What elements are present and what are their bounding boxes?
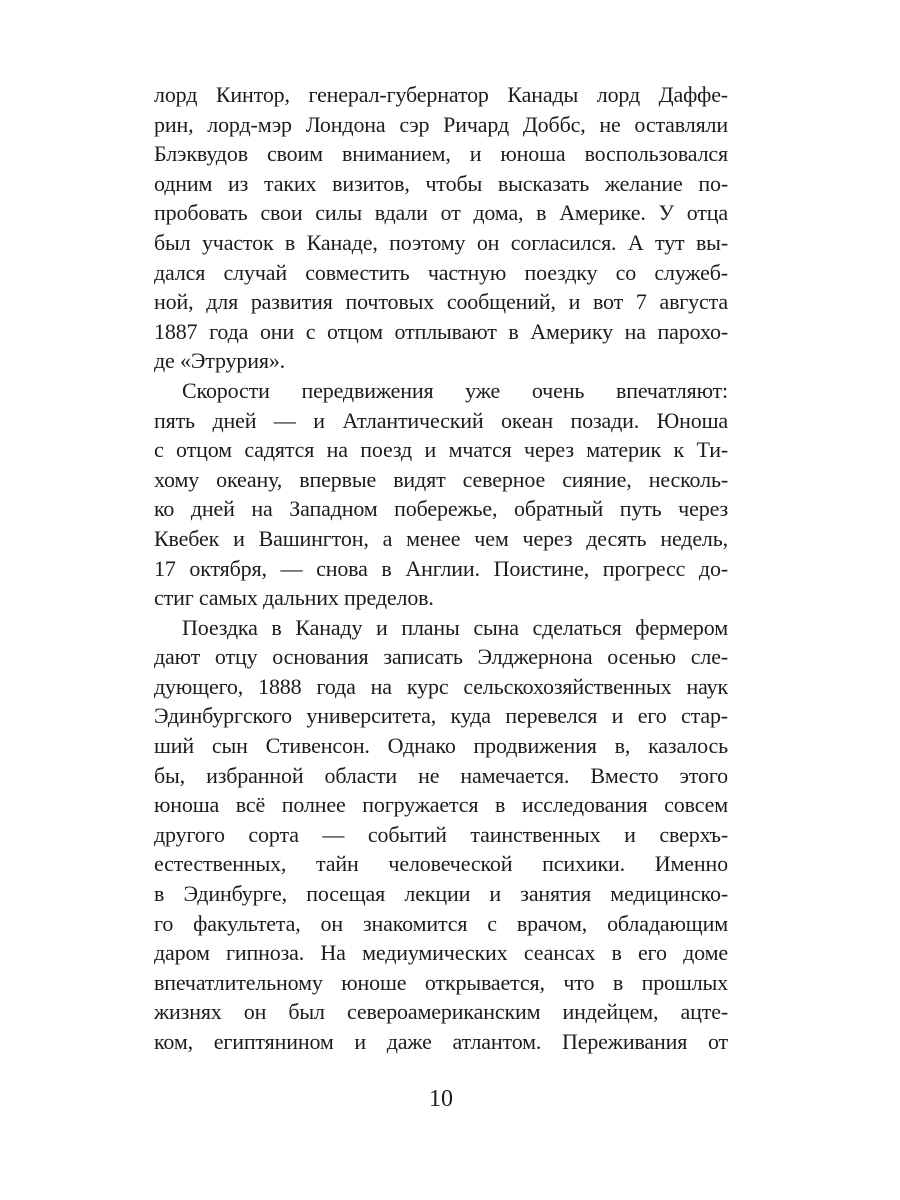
text-line: дался случай совместить частную поездку со служеб- bbox=[154, 259, 728, 285]
paragraph bbox=[154, 376, 728, 613]
text-line: Блэквудов своим вниманием, и юноша воспользовался bbox=[154, 141, 728, 167]
text-line: был участок в Канаде, поэтому он согласился. А тут вы- bbox=[154, 229, 728, 255]
text-line: ший сын Стивенсон. Однако продвижения в, казалось bbox=[154, 733, 728, 759]
text-line: одним из таких визитов, чтобы высказать желание по- bbox=[154, 170, 728, 196]
text-line: Эдинбургского университета, куда перевелся и его стар- bbox=[154, 703, 728, 729]
text-line: жизнях он был североамериканским индейцем, ацте- bbox=[154, 999, 728, 1025]
text-line: лорд Кинтор, генерал-губернатор Канады лорд Даффе- bbox=[154, 82, 728, 107]
text-line: естественных, тайн человеческой психики. Именно bbox=[154, 851, 728, 877]
text-line: дующего, 1888 года на курс сельскохозяйственных наук bbox=[154, 673, 728, 699]
text-line: даром гипноза. На медиумических сеансах в его доме bbox=[154, 940, 728, 966]
text-line: рин, лорд-мэр Лондона сэр Ричард Доббс, не оставляли bbox=[154, 111, 728, 137]
text-block bbox=[154, 80, 728, 1057]
text-line: впечатлительному юноше открывается, что в прошлых bbox=[154, 969, 728, 995]
text-line: го факультета, он знакомится с врачом, обладающим bbox=[154, 910, 728, 936]
text-line: 17 октября, — снова в Англии. Поистине, прогресс до- bbox=[154, 555, 728, 581]
text-line: де «Этрурия». bbox=[154, 348, 286, 374]
text-line: другого сорта — событий таинственных и сверхъ- bbox=[154, 821, 728, 847]
page-number: 10 bbox=[429, 1086, 453, 1112]
text-line: ной, для развития почтовых сообщений, и вот 7 августа bbox=[154, 289, 728, 315]
text-line: юноша всё полнее погружается в исследования совсем bbox=[154, 792, 728, 818]
text-line: Поездка в Канаду и планы сына сделаться фермером bbox=[182, 614, 728, 640]
text-line: пять дней — и Атлантический океан позади. Юноша bbox=[154, 407, 728, 433]
text-line: пробовать свои силы вдали от дома, в Америке. У отца bbox=[154, 200, 728, 226]
text-line: стиг самых дальних пределов. bbox=[154, 585, 434, 611]
text-line: Квебек и Вашингтон, а менее чем через десять недель, bbox=[154, 525, 728, 551]
text-line: в Эдинбурге, посещая лекции и занятия медицинско- bbox=[154, 881, 728, 907]
text-line: Скорости передвижения уже очень впечатляют: bbox=[182, 377, 728, 403]
text-line: 1887 года они с отцом отплывают в Америку на парохо- bbox=[154, 318, 728, 344]
text-line: бы, избранной области не намечается. Вместо этого bbox=[154, 762, 728, 788]
text-line: дают отцу основания записать Элджернона осенью сле- bbox=[154, 644, 728, 670]
text-line: ком, египтянином и даже атлантом. Переживания от bbox=[154, 1029, 728, 1054]
paragraph bbox=[154, 80, 728, 376]
paragraph bbox=[154, 613, 728, 1057]
text-line: ко дней на Западном побережье, обратный путь через bbox=[154, 496, 728, 522]
text-line: с отцом садятся на поезд и мчатся через материк к Ти- bbox=[154, 437, 728, 463]
text-line: хому океану, впервые видят северное сияние, несколь- bbox=[154, 466, 728, 492]
